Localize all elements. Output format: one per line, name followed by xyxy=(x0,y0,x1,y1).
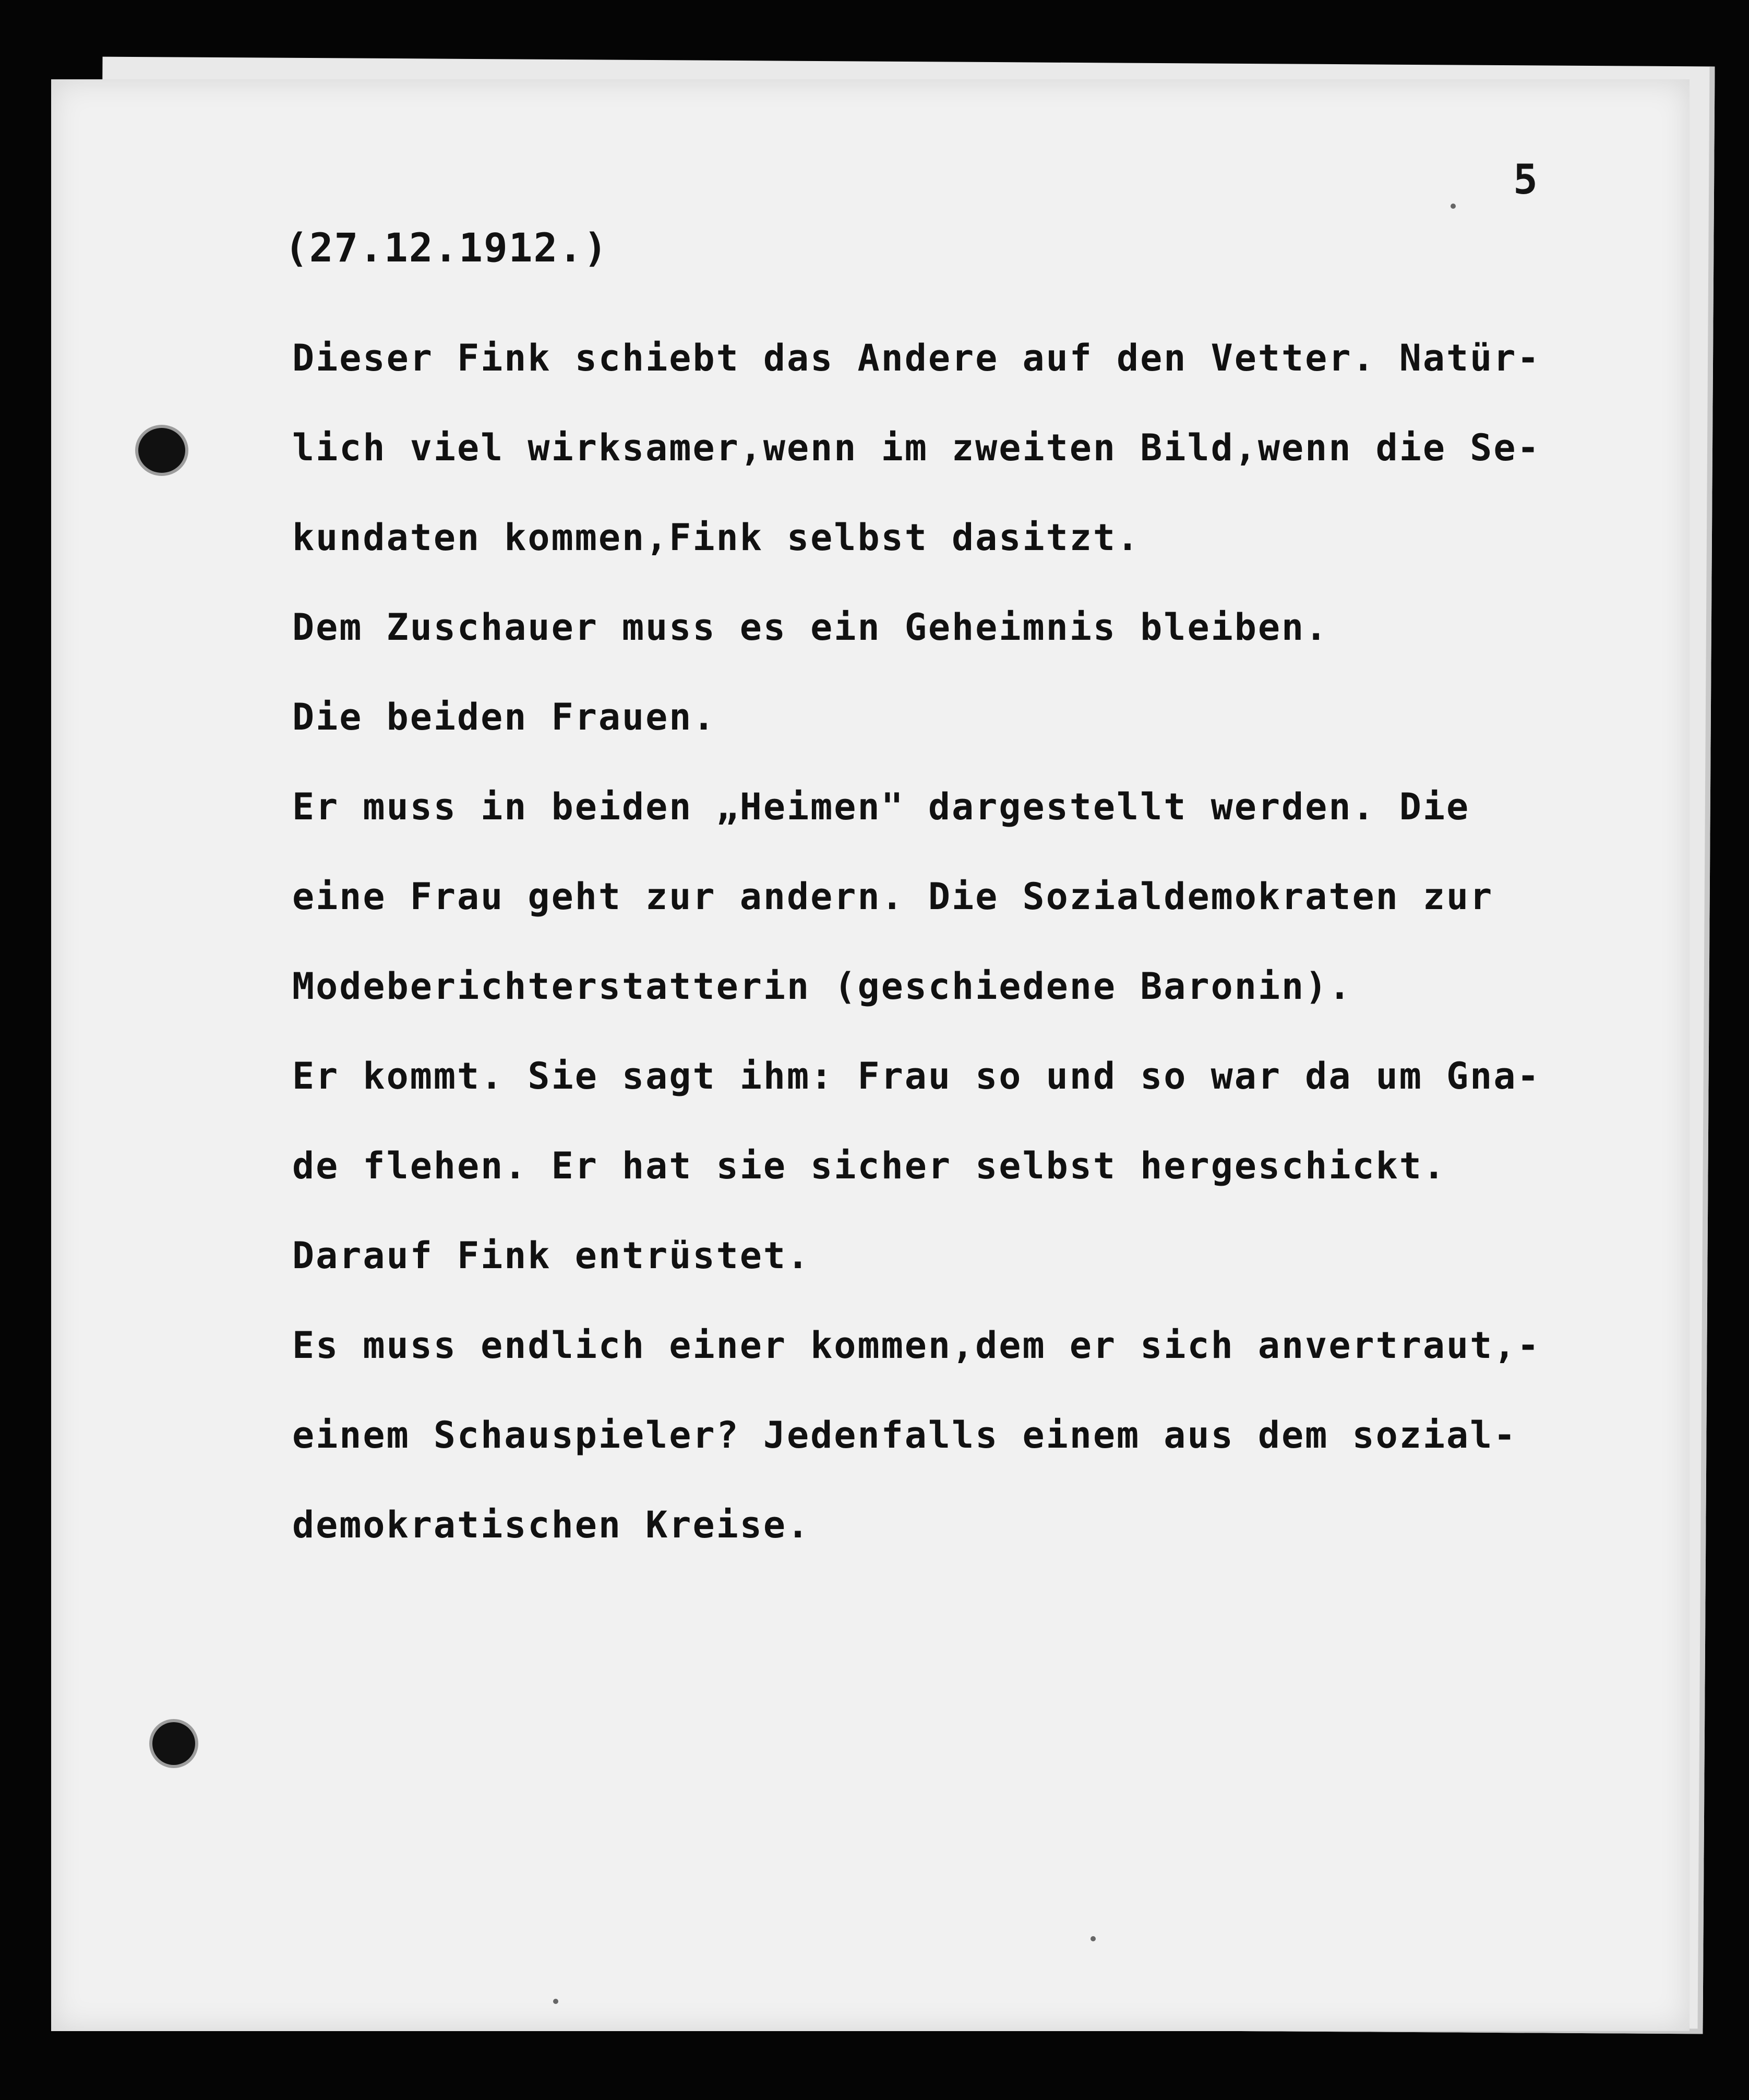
text-line: Es muss endlich einer kommen,dem er sich anvertraut,- xyxy=(292,1324,1541,1367)
paper-speck xyxy=(1451,204,1456,209)
text-line: demokratischen Kreise. xyxy=(292,1504,811,1546)
text-line: Modeberichterstatterin (geschiedene Baronin). xyxy=(292,965,1352,1008)
text-line: Die beiden Frauen. xyxy=(292,696,716,738)
page-number: 5 xyxy=(1513,157,1538,204)
text-line: lich viel wirksamer,wenn im zweiten Bild,wenn die Se- xyxy=(292,426,1541,469)
text-line: Dieser Fink schiebt das Andere auf den Vetter. Natür- xyxy=(292,337,1541,379)
typed-text-body xyxy=(292,313,1597,1570)
paper-speck xyxy=(553,1999,558,2004)
text-line: Er kommt. Sie sagt ihm: Frau so und so war da um Gna- xyxy=(292,1055,1541,1097)
document-date: (27.12.1912.) xyxy=(284,224,608,271)
punch-hole-top xyxy=(138,428,185,473)
text-line: einem Schauspieler? Jedenfalls einem aus dem sozial- xyxy=(292,1414,1517,1457)
text-line: Darauf Fink entrüstet. xyxy=(292,1234,811,1277)
text-line: Dem Zuschauer muss es ein Geheimnis bleiben. xyxy=(292,606,1329,649)
text-line: de flehen. Er hat sie sicher selbst hergeschickt. xyxy=(292,1144,1447,1187)
text-line: eine Frau geht zur andern. Die Sozialdemokraten zur xyxy=(292,875,1494,918)
text-line: kundaten kommen,Fink selbst dasitzt. xyxy=(292,516,1141,559)
punch-hole-bottom xyxy=(152,1722,195,1765)
text-line: Er muss in beiden „Heimen" dargestellt werden. Die xyxy=(292,785,1470,828)
paper-speck xyxy=(1091,1936,1096,1941)
